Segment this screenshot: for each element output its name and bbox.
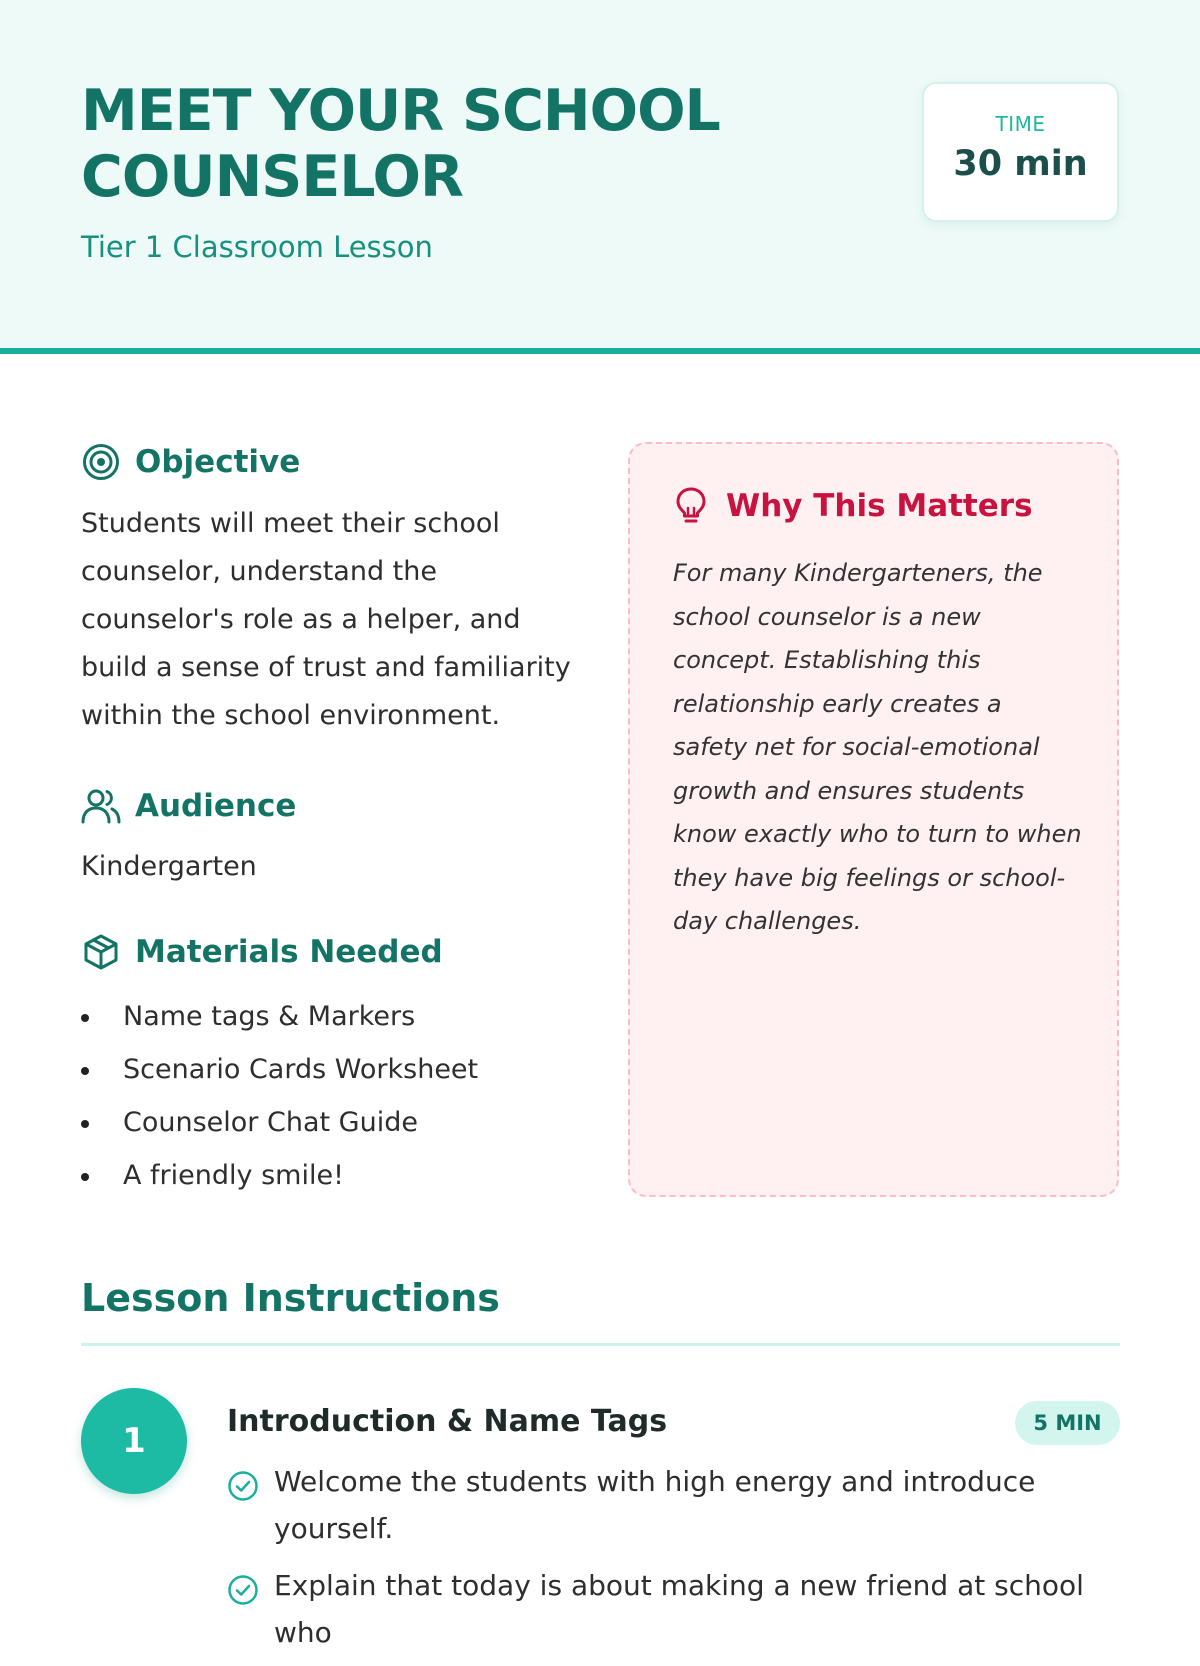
lesson-header <box>0 0 1200 354</box>
list-item: A friendly smile! <box>81 1149 478 1202</box>
step-duration-badge: 5 MIN <box>1015 1401 1120 1445</box>
step-items <box>227 1458 1107 1666</box>
step-title: Introduction & Name Tags <box>227 1404 668 1439</box>
objective-title: Objective <box>135 444 301 480</box>
audience-text: Kindergarten <box>81 851 257 882</box>
time-label: TIME <box>995 112 1046 136</box>
objective-heading <box>81 442 300 482</box>
audience-heading <box>81 786 296 826</box>
time-value: 30 min <box>953 144 1088 184</box>
objective-text: Students will meet their school counselor, understand the counselor's role as a helper, and build a sense of trust and familiarity within the school environment. <box>81 508 571 731</box>
divider <box>81 1343 1120 1346</box>
page-title: MEET YOUR SCHOOL COUNSELOR <box>81 78 720 210</box>
list-item <box>227 1562 1107 1656</box>
time-card <box>922 82 1119 222</box>
audience-title: Audience <box>135 788 297 824</box>
materials-heading <box>81 932 443 972</box>
why-this-matters-card <box>628 442 1119 1197</box>
check-circle-icon <box>227 1469 259 1501</box>
why-text: For many Kindergarteners, the school counselor is a new concept. Establishing this relationship early creates a safety net for social-emotional growth and ensures students know exactly who to turn to when they have big feelings or school-day challenges. <box>673 559 1082 935</box>
users-icon <box>81 786 121 826</box>
target-icon <box>81 442 121 482</box>
lesson-instructions-heading: Lesson Instructions <box>81 1276 500 1320</box>
step-number-badge: 1 <box>81 1388 187 1494</box>
package-icon <box>81 932 121 972</box>
materials-list <box>81 990 478 1202</box>
lightbulb-icon <box>674 486 710 526</box>
why-heading <box>674 486 1033 526</box>
why-title: Why This Matters <box>726 488 1033 524</box>
step-item-text: Explain that today is about making a new friend at school who <box>274 1569 1084 1649</box>
list-item: Scenario Cards Worksheet <box>81 1043 478 1096</box>
list-item: Name tags & Markers <box>81 990 478 1043</box>
lesson-subtitle: Tier 1 Classroom Lesson <box>81 230 433 264</box>
step-item-text: Welcome the students with high energy and introduce yourself. <box>274 1465 1036 1545</box>
check-circle-icon <box>227 1573 259 1605</box>
list-item: Counselor Chat Guide <box>81 1096 478 1149</box>
materials-title: Materials Needed <box>135 934 443 970</box>
list-item <box>227 1458 1107 1552</box>
